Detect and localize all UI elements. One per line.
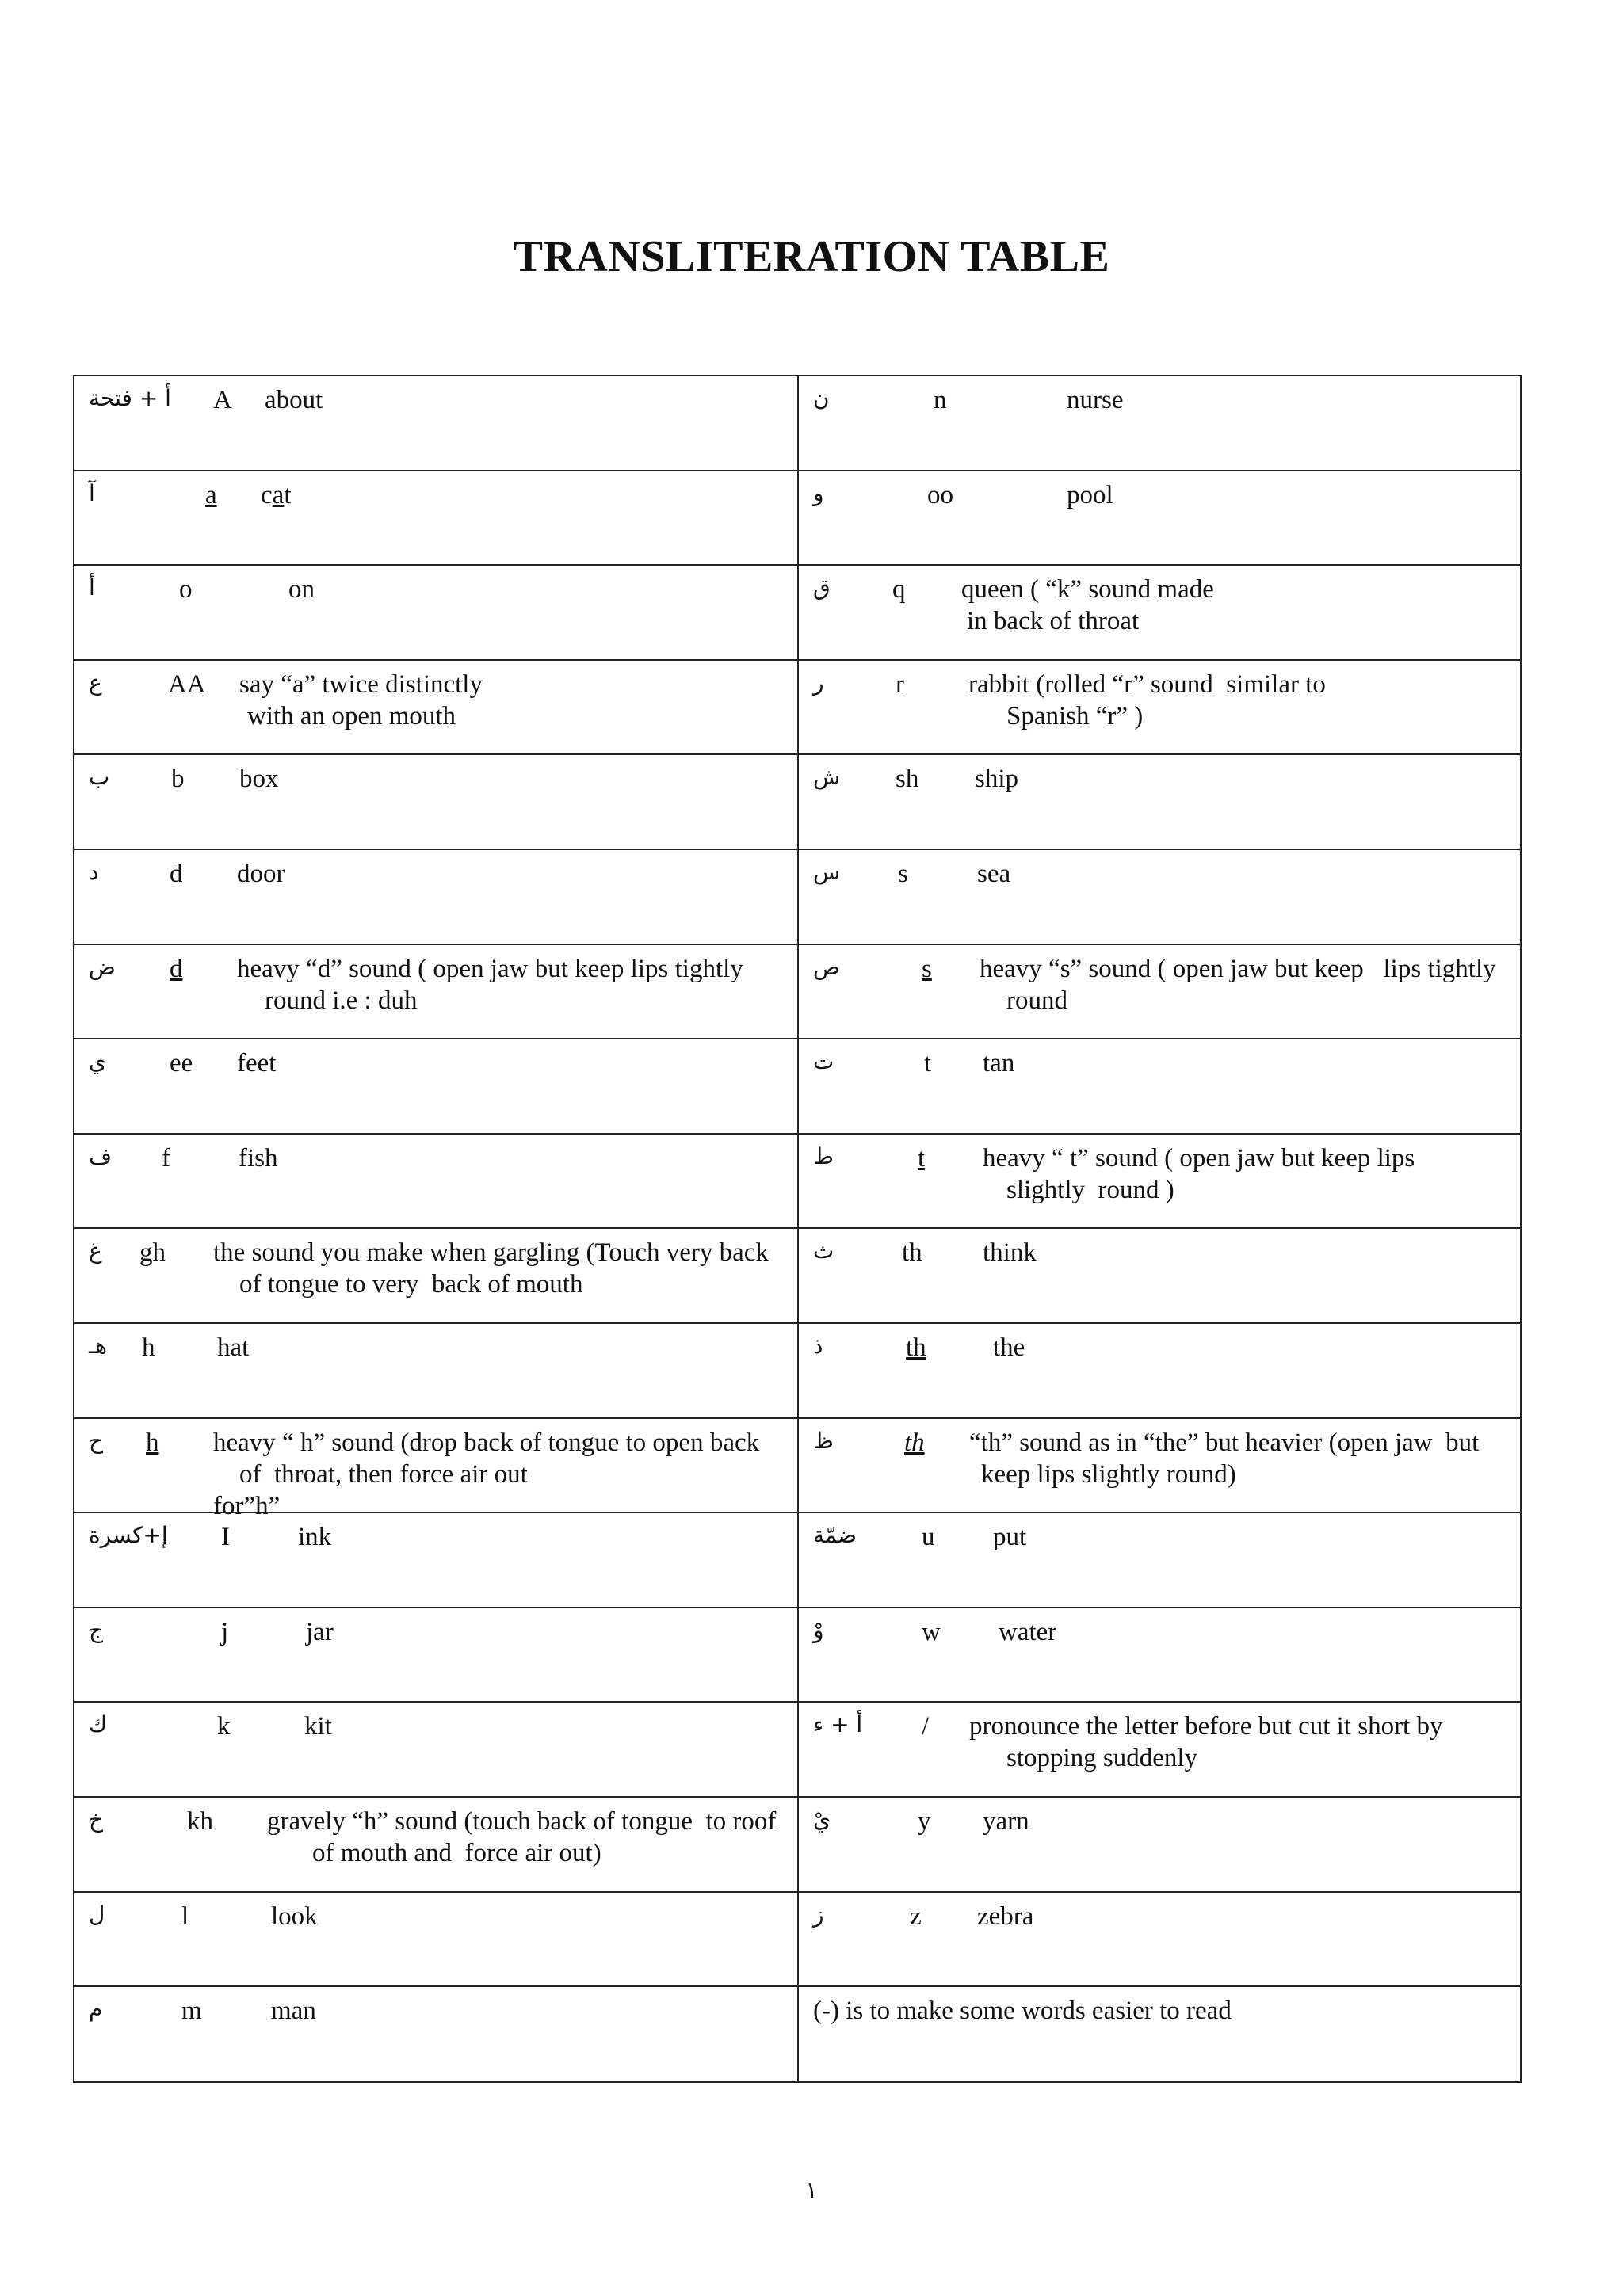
transliteration: o [179, 575, 193, 605]
table-cell [799, 1608, 1520, 1702]
transliteration: r [896, 669, 904, 699]
table-cell [799, 661, 1520, 754]
example-word [261, 479, 291, 511]
transliteration: th [902, 1238, 922, 1268]
table-cell [74, 1135, 799, 1228]
arabic-letter: ص [813, 953, 840, 980]
arabic-letter: ج [89, 1616, 104, 1643]
arabic-letter: م [89, 1996, 103, 2023]
transliteration: d [170, 859, 183, 888]
table-cell [74, 376, 799, 470]
example-word: think [983, 1238, 1037, 1268]
table-cell [74, 850, 799, 944]
example-word-line2: round i.e : duh [265, 986, 418, 1015]
transliteration: k [217, 1712, 231, 1741]
table-cell [799, 1798, 1520, 1891]
arabic-letter: ضمّة [813, 1522, 857, 1549]
arabic-letter: أ + ء [813, 1711, 863, 1738]
example-word-line2: of throat, then force air out [239, 1459, 528, 1489]
example-word: heavy “d” sound ( open jaw but keep lips tightly [237, 954, 743, 983]
arabic-letter: ك [89, 1711, 108, 1738]
transliteration: d [170, 954, 183, 983]
arabic-letter: س [813, 858, 841, 885]
transliteration: / [922, 1712, 930, 1741]
arabic-letter: ق [813, 574, 831, 601]
table-cell [799, 376, 1520, 470]
example-word: “th” sound as in “the” but heavier (open jaw but [969, 1428, 1480, 1457]
transliteration: I [221, 1523, 230, 1552]
arabic-letter: وْ [813, 1616, 824, 1643]
arabic-letter: غ [89, 1238, 102, 1264]
table-cell [74, 661, 799, 754]
table-cell [799, 566, 1520, 659]
table-cell [799, 755, 1520, 849]
table-cell [74, 1987, 799, 2081]
example-word: heavy “ t” sound ( open jaw but keep lips [983, 1143, 1415, 1173]
table-row [74, 1324, 1520, 1419]
transliteration: kh [187, 1806, 213, 1836]
arabic-letter: ش [813, 764, 841, 791]
arabic-letter: إ+كسرة [89, 1522, 168, 1549]
example-word: heavy “ h” sound (drop back of tongue to open back [213, 1428, 760, 1457]
table-cell [74, 755, 799, 849]
example-word: tan [983, 1049, 1015, 1078]
table-row [74, 1135, 1520, 1230]
transliteration: gh [139, 1238, 166, 1268]
table-cell [74, 1513, 799, 1607]
arabic-letter: ت [813, 1048, 834, 1075]
table-cell [74, 1324, 799, 1417]
transliteration: a [205, 480, 217, 509]
table-cell [74, 566, 799, 659]
transliteration: h [146, 1428, 159, 1457]
transliteration: A [213, 386, 232, 414]
table-row [74, 471, 1520, 566]
arabic-letter: ظ [813, 1427, 834, 1454]
table-cell [74, 945, 799, 1039]
arabic-letter: ع [89, 669, 102, 696]
table-cell [74, 1608, 799, 1702]
page-title: TRANSLITERATION TABLE [513, 232, 1110, 281]
short-rule [745, 1512, 815, 1513]
example-word: nurse [1067, 386, 1124, 414]
table-cell [74, 1703, 799, 1796]
example-word: gravely “h” sound (touch back of tongue to roof [267, 1806, 777, 1836]
table-cell [799, 1987, 1520, 2081]
example-word-line2: keep lips slightly round) [981, 1459, 1236, 1489]
transliteration: AA [168, 669, 206, 699]
table-cell [74, 1229, 799, 1322]
transliteration-table [73, 375, 1522, 2083]
table-cell [799, 1703, 1520, 1796]
transliteration: z [910, 1901, 922, 1931]
example-word: the [993, 1333, 1025, 1362]
transliteration: f [162, 1143, 170, 1173]
example-word: on [288, 575, 315, 605]
arabic-letter: خ [89, 1806, 104, 1833]
table-row [74, 1703, 1520, 1798]
example-word-line2: round [1006, 986, 1067, 1015]
example-word-line2: stopping suddenly [1006, 1744, 1198, 1773]
arabic-letter: ح [89, 1427, 104, 1454]
arabic-letter: ف [89, 1142, 113, 1169]
table-cell [799, 1513, 1520, 1607]
example-word-line2: of mouth and force air out) [312, 1838, 601, 1867]
transliteration: y [918, 1806, 931, 1836]
table-cell [799, 1419, 1520, 1512]
transliteration: q [892, 575, 906, 605]
table-cell [74, 1419, 799, 1520]
table-row [74, 945, 1520, 1040]
example-word: kit [304, 1712, 332, 1741]
table-cell [799, 1229, 1520, 1322]
transliteration: ee [170, 1049, 193, 1078]
transliteration: u [922, 1523, 935, 1552]
example-word: pronounce the letter before but cut it short by [969, 1712, 1443, 1741]
example-word: sea [977, 859, 1011, 888]
table-cell [799, 1893, 1520, 1986]
arabic-letter: آ [89, 479, 95, 506]
example-word: jar [306, 1617, 334, 1646]
arabic-letter: ث [813, 1238, 834, 1264]
example-word: feet [237, 1049, 277, 1078]
arabic-letter: ز [813, 1901, 824, 1928]
example-word: zebra [977, 1901, 1034, 1931]
table-cell [799, 1135, 1520, 1228]
arabic-letter: يْ [813, 1806, 831, 1833]
arabic-letter: هـ [89, 1332, 107, 1359]
table-cell [799, 471, 1520, 565]
example-word: hat [217, 1333, 250, 1362]
transliteration: sh [896, 765, 919, 794]
example-word: heavy “s” sound ( open jaw but keep lips tightly [980, 954, 1496, 983]
arabic-letter: ب [89, 764, 110, 791]
table-cell [74, 1798, 799, 1891]
table-cell [799, 850, 1520, 944]
transliteration: oo [927, 480, 953, 509]
example-part: c [261, 480, 273, 509]
page-number: ١ [805, 2177, 818, 2203]
example-word-line2: slightly round ) [1006, 1175, 1174, 1204]
example-word: rabbit (rolled “r” sound similar to [968, 669, 1326, 699]
example-word: fish [239, 1143, 278, 1173]
example-word: man [271, 1997, 316, 2026]
example-word: water [999, 1617, 1057, 1646]
example-word: ship [975, 765, 1019, 794]
table-cell [74, 1893, 799, 1986]
transliteration: b [171, 765, 185, 794]
example-word: pool [1067, 480, 1113, 509]
table-row [74, 1039, 1520, 1135]
table-row [74, 755, 1520, 850]
arabic-letter: ل [89, 1901, 105, 1928]
example-word: look [271, 1901, 318, 1931]
example-word-line2: Spanish “r” ) [1006, 701, 1144, 730]
table-cell [799, 945, 1520, 1039]
table-row [74, 566, 1520, 661]
example-word: box [239, 765, 279, 794]
example-word: the sound you make when gargling (Touch very back [213, 1238, 769, 1268]
arabic-letter: ذ [813, 1332, 823, 1359]
table-cell [74, 471, 799, 565]
table-footnote: (-) is to make some words easier to read [813, 1997, 1232, 2026]
table-row [74, 1608, 1520, 1703]
arabic-letter: ط [813, 1142, 834, 1169]
transliteration: t [924, 1049, 932, 1078]
arabic-letter: أ + فتحة [89, 385, 171, 411]
example-word: say “a” twice distinctly [239, 669, 483, 699]
arabic-letter: ي [89, 1048, 106, 1075]
example-word-line2: in back of throat [967, 607, 1140, 636]
transliteration: l [181, 1901, 189, 1931]
example-word: yarn [983, 1806, 1029, 1836]
transliteration: n [934, 386, 947, 414]
example-word-line2: of tongue to very back of mouth [239, 1270, 583, 1299]
transliteration: s [898, 859, 908, 888]
example-word: queen ( “k” sound made [961, 575, 1214, 605]
table-row [74, 1513, 1520, 1608]
arabic-letter: ر [813, 669, 824, 696]
transliteration: w [922, 1617, 941, 1646]
example-word: put [993, 1523, 1027, 1552]
arabic-letter: و [813, 479, 824, 506]
table-row [74, 1987, 1520, 2081]
arabic-letter: د [89, 858, 99, 885]
transliteration: th [906, 1333, 926, 1362]
example-part: a [272, 480, 285, 509]
example-word-line2: with an open mouth [247, 701, 456, 730]
table-cell [74, 1039, 799, 1133]
example-word: door [237, 859, 285, 888]
table-cell [799, 1039, 1520, 1133]
table-cell [799, 1324, 1520, 1417]
example-word: about [265, 386, 323, 414]
table-row [74, 376, 1520, 471]
example-word-line3: for”h” [213, 1491, 281, 1520]
transliteration: th [904, 1428, 925, 1457]
transliteration: j [221, 1617, 229, 1646]
transliteration: s [922, 954, 932, 983]
table-row [74, 1798, 1520, 1893]
example-word: ink [298, 1523, 332, 1552]
table-row [74, 661, 1520, 756]
transliteration: t [918, 1143, 926, 1173]
transliteration: m [181, 1997, 202, 2026]
example-part: t [284, 480, 292, 509]
arabic-letter: ض [89, 953, 116, 980]
arabic-letter: ن [813, 385, 830, 411]
table-row [74, 1893, 1520, 1988]
table-row [74, 1419, 1520, 1520]
transliteration: h [142, 1333, 155, 1362]
table-row [74, 850, 1520, 945]
table-row [74, 1229, 1520, 1324]
arabic-letter: أ [89, 574, 95, 601]
